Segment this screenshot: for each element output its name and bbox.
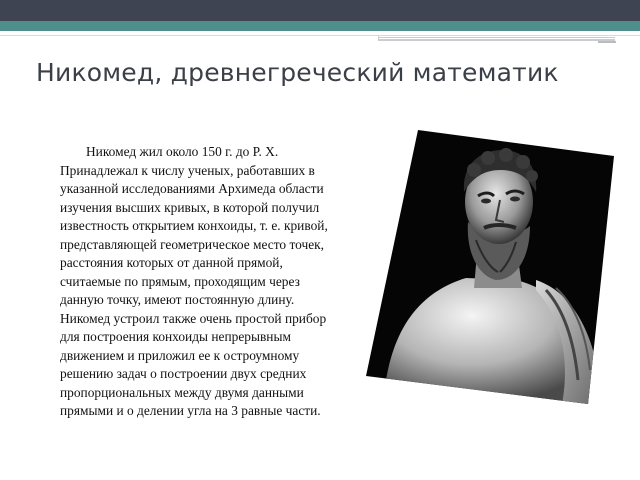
header-band-teal [0,21,640,31]
header-accent-bar [378,36,615,41]
bust-portrait-icon [366,130,614,404]
slide-title: Никомед, древнегреческий математик [36,58,559,87]
slide-paragraph: Никомед жил около 150 г. до Р. Х. Принадлежал к числу ученых, работавших в указанной исследованиями Архимеда области изучения высших кривых, в которой получил известность открытием конхоиды, т. е. кривой, представляющей геометрическое место точек, расстояния которых от данной прямой, считаемые по прямым, проходящим через данную точку, имеют постоянную длину. Никомед устроил также очень простой прибор для построения конхоиды непрерывным движением и приложил ее к остроумному решению задач о построении двух средних пропорциональных между двумя данными прямыми и о делении угла на 3 равные части. [60,144,328,418]
header-band-dark [0,0,640,21]
header-accent-mark [598,41,616,43]
